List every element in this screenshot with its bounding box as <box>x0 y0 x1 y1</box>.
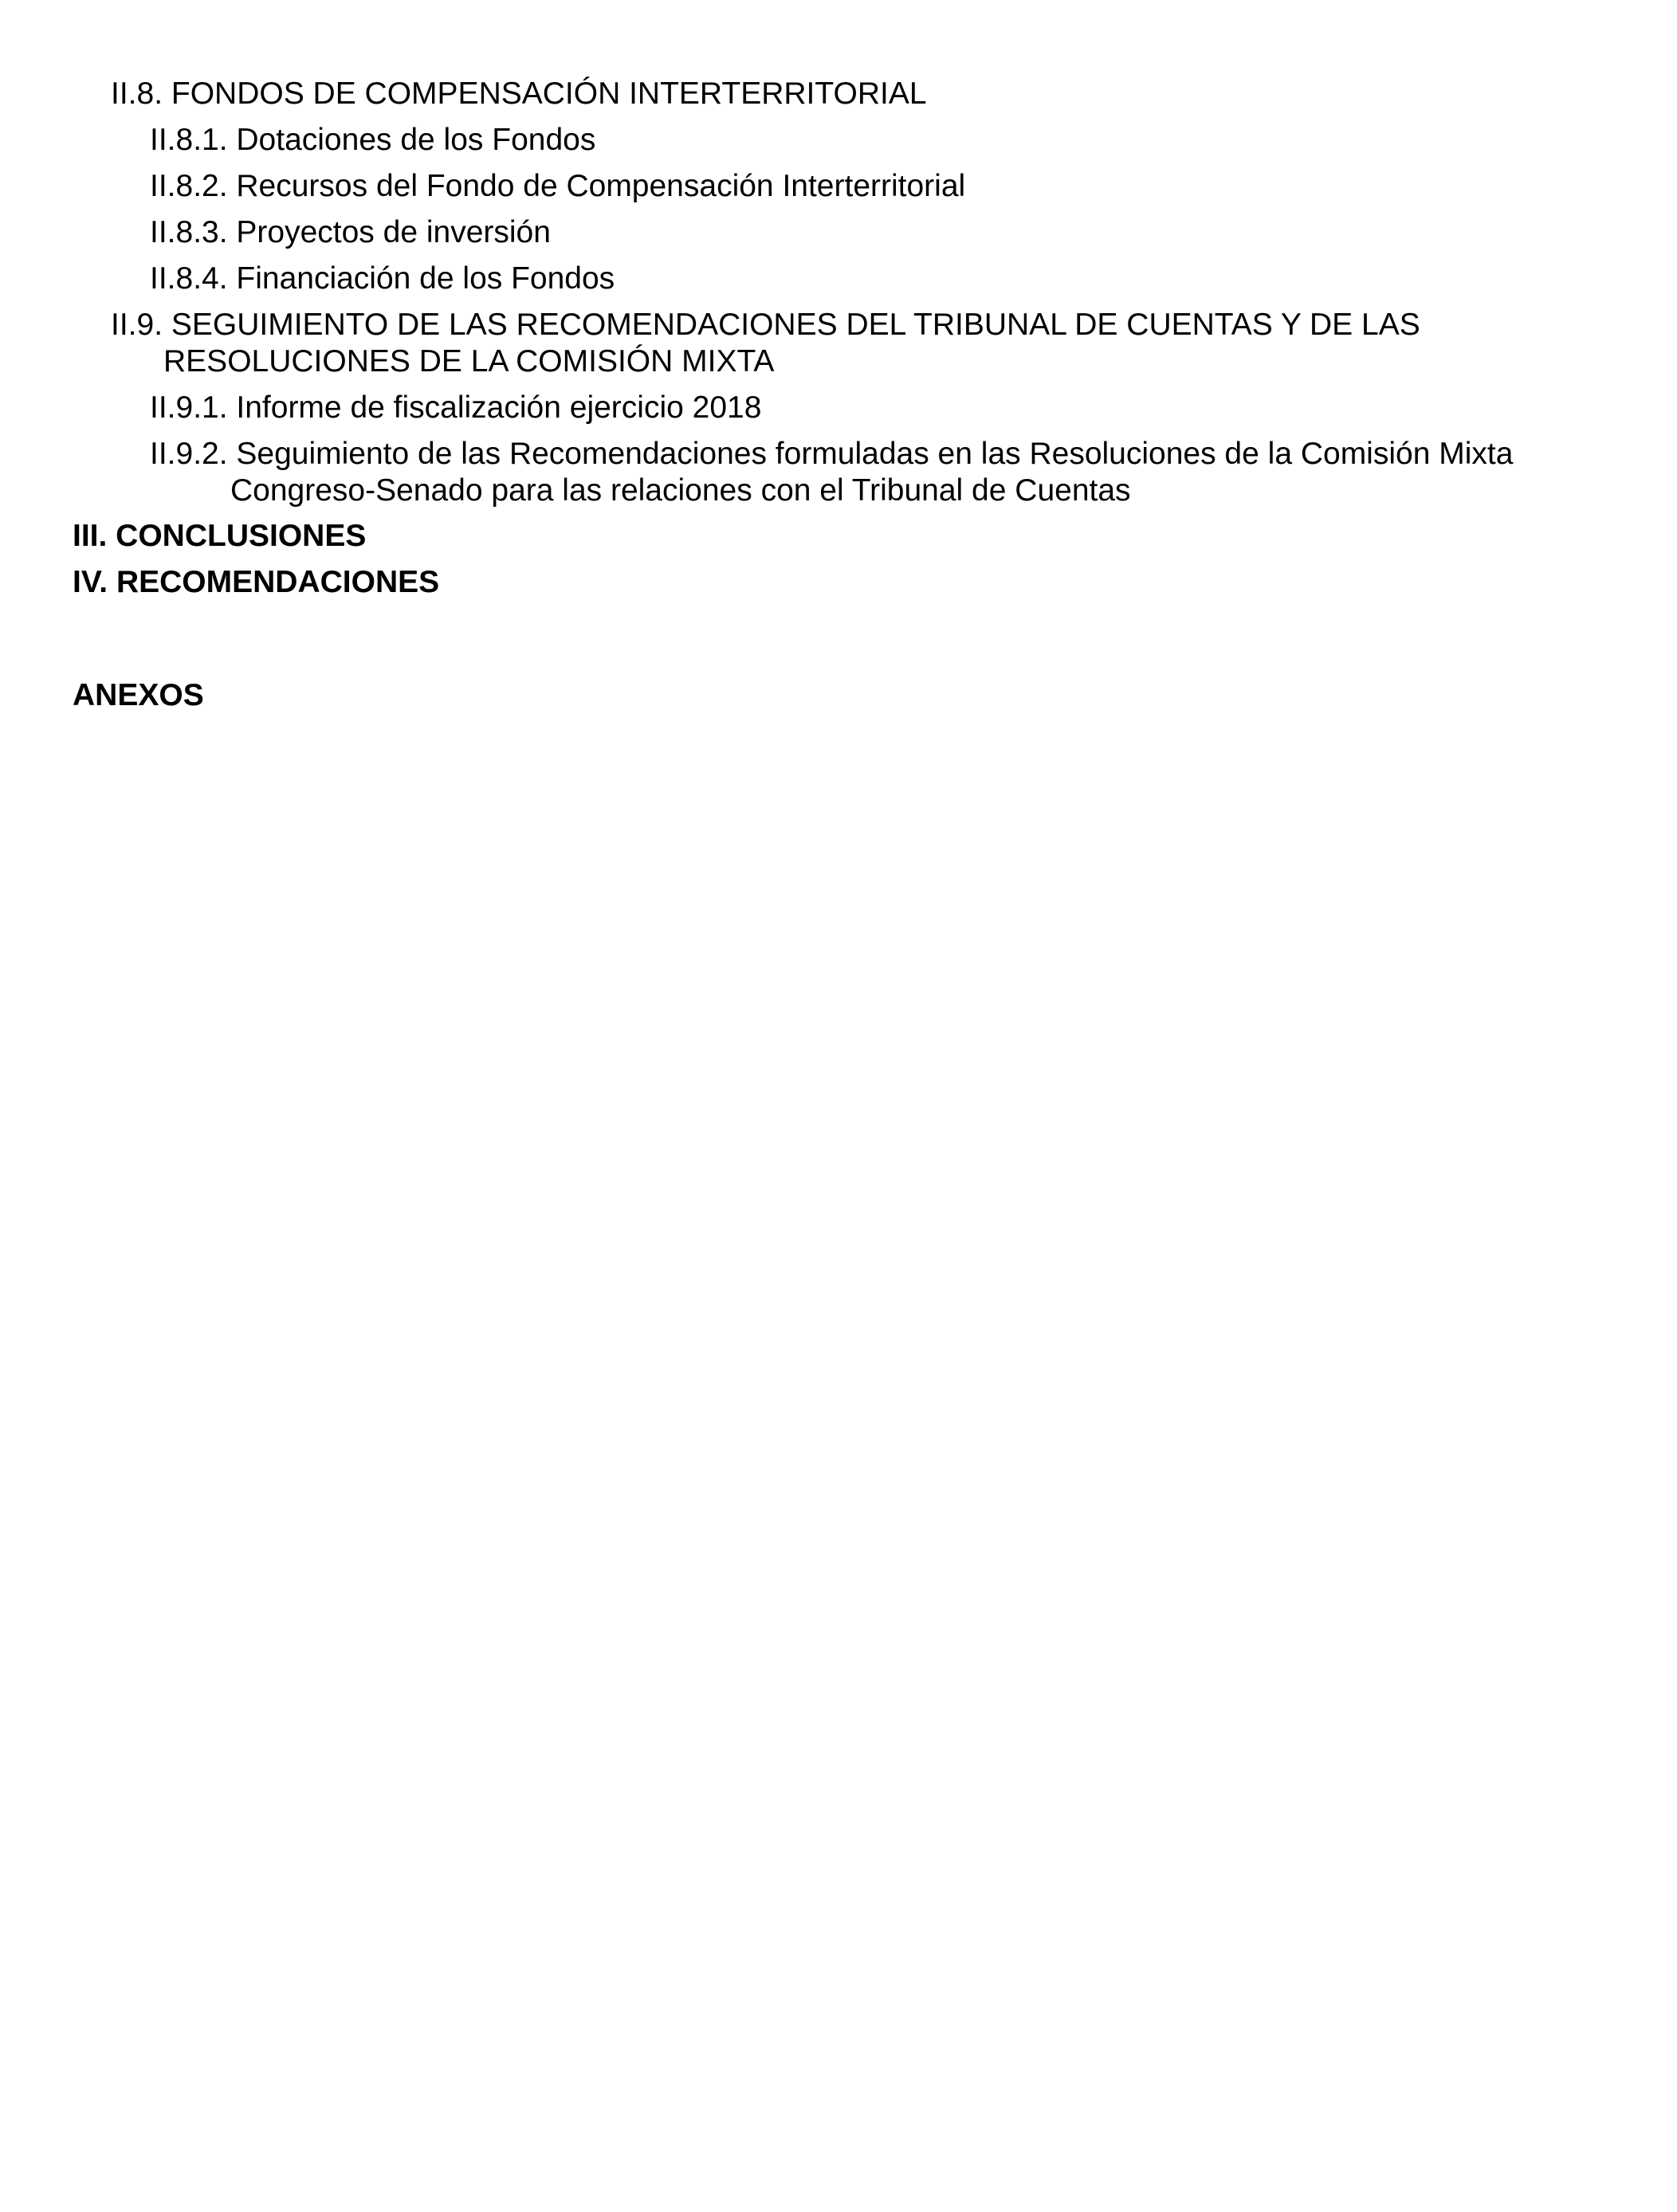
toc-entry-text-line2: RESOLUCIONES DE LA COMISIÓN MIXTA <box>163 344 775 378</box>
toc-entry-text: II.9.1. Informe de fiscalización ejercicio 2018 <box>150 390 762 425</box>
toc-entry-ii92 <box>150 436 1513 509</box>
toc-entry-ii8 <box>111 76 927 112</box>
toc-entry-text: II.8.4. Financiación de los Fondos <box>150 261 615 296</box>
toc-entry-anexos <box>73 677 204 714</box>
toc-entry-text: II.8. FONDOS DE COMPENSACIÓN INTERTERRITORIAL <box>111 76 927 111</box>
toc-entry-text: ANEXOS <box>73 678 204 712</box>
toc-entry-text: III. CONCLUSIONES <box>73 519 367 553</box>
toc-entry-text-line2: Congreso-Senado para las relaciones con el Tribunal de Cuentas <box>230 473 1131 508</box>
toc-entry-conclusiones <box>73 518 366 555</box>
toc-entry-text: IV. RECOMENDACIONES <box>73 565 440 599</box>
toc-entry-text: II.8.1. Dotaciones de los Fondos <box>150 123 596 157</box>
toc-entry-text: II.8.3. Proyectos de inversión <box>150 215 551 249</box>
toc-entry-recomendaciones <box>73 564 439 601</box>
toc-entry-ii81 <box>150 122 595 159</box>
toc-entry-ii9 <box>111 307 1420 380</box>
toc-entry-text-line1: II.9. SEGUIMIENTO DE LAS RECOMENDACIONES DEL TRIBUNAL DE CUENTAS Y DE LAS <box>111 308 1420 342</box>
toc-entry-text-line1: II.9.2. Seguimiento de las Recomendaciones formuladas en las Resoluciones de la Comisión Mixta <box>150 437 1514 471</box>
toc-entry-text: II.8.2. Recursos del Fondo de Compensación Interterritorial <box>150 169 966 203</box>
toc-entry-ii91 <box>150 390 761 426</box>
toc-entry-ii82 <box>150 168 965 205</box>
toc-entry-ii83 <box>150 214 551 251</box>
toc-entry-ii84 <box>150 261 615 297</box>
